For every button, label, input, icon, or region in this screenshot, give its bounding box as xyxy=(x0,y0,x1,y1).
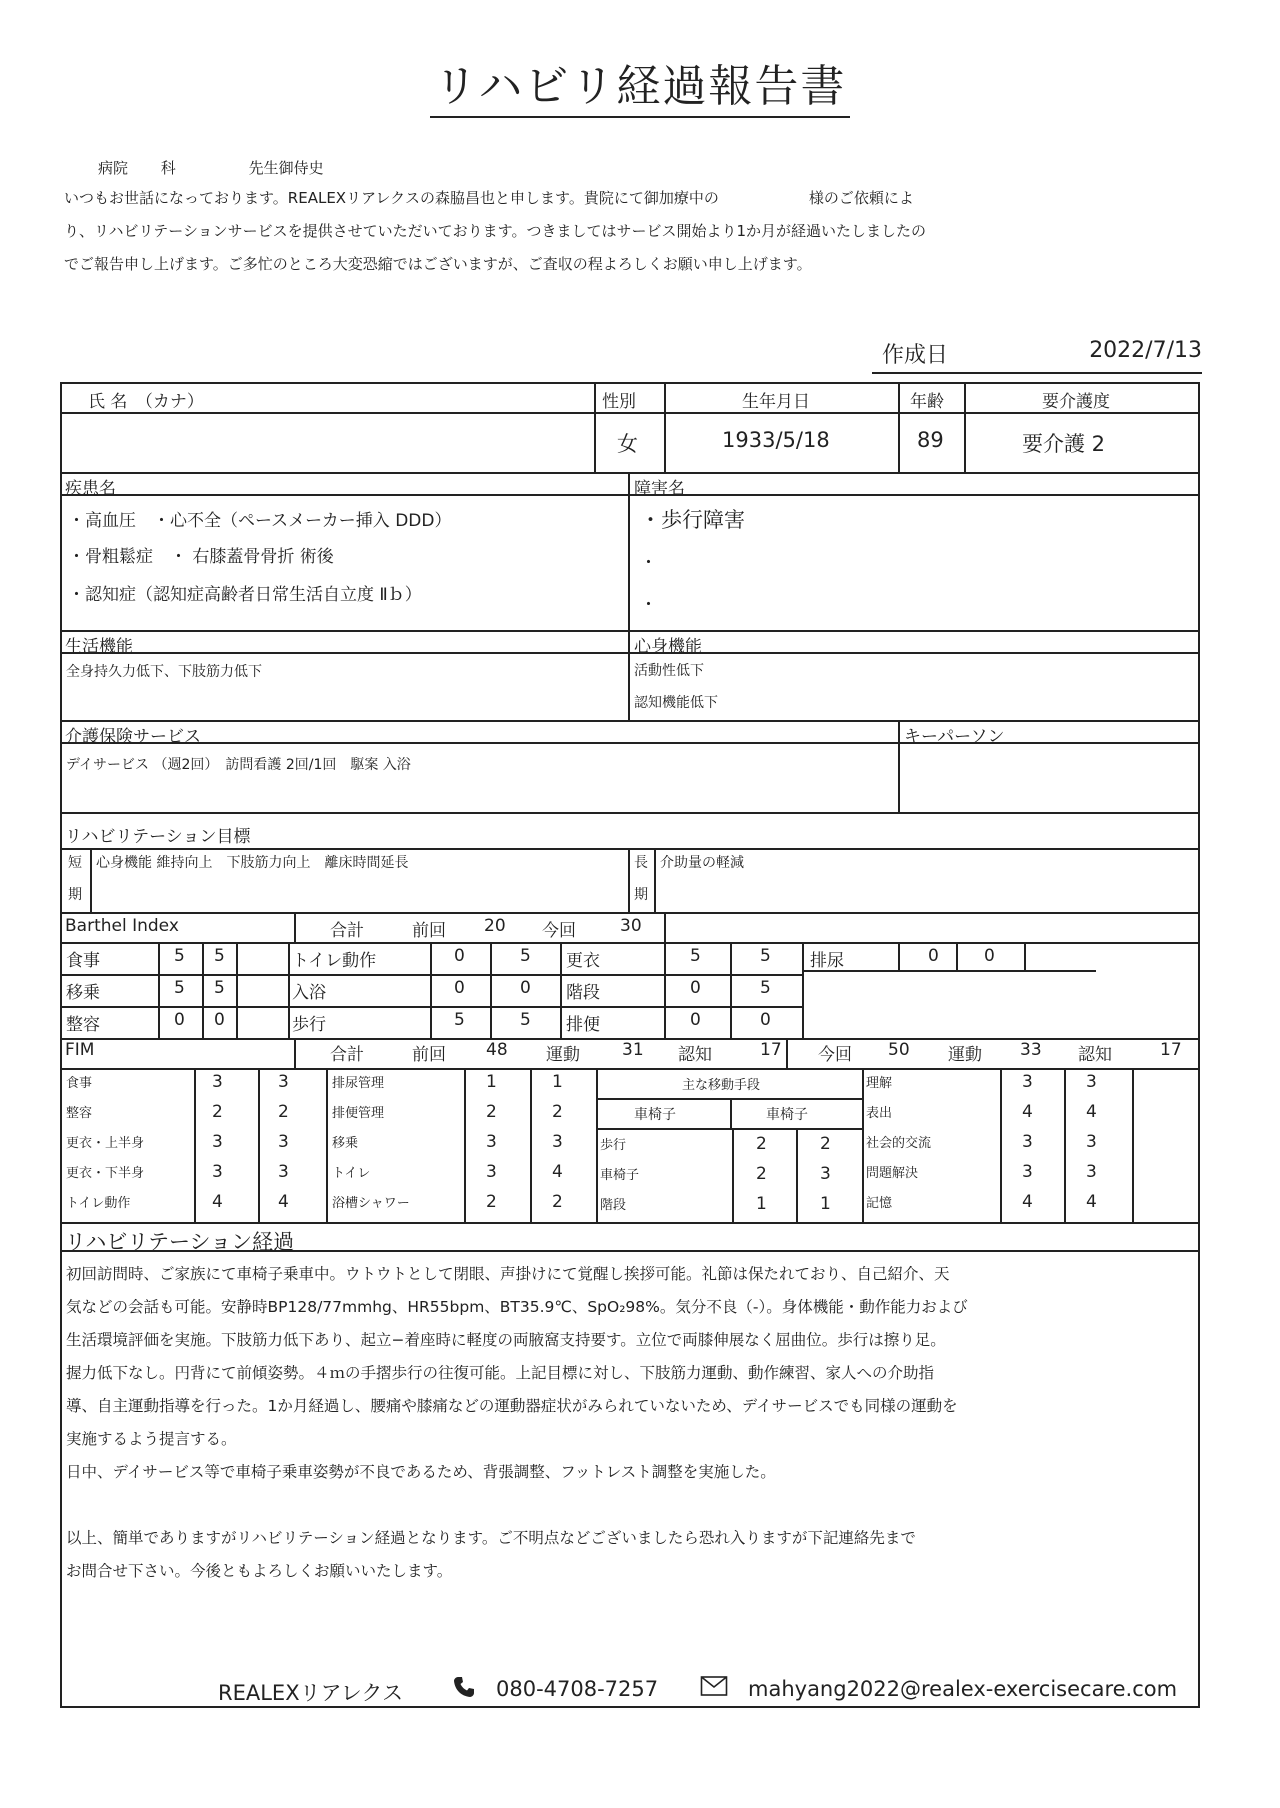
fim-item: 排尿管理 xyxy=(332,1076,385,1091)
fim-item: 更衣・下半身 xyxy=(66,1166,145,1181)
disability-item: ・ xyxy=(640,595,657,615)
progress-line: 気などの会話も可能。安静時BP128/77mmhg、HR55bpm、BT35.9℃、SpO₂98%。気分不良（-）。身体機能・動作能力および xyxy=(66,1298,968,1316)
fim-score-prev: 3 xyxy=(1022,1072,1033,1092)
progress-line: 握力低下なし。円背にて前傾姿勢。４ｍの手摺歩行の往復可能。上記目標に対し、下肢筋力運動、動作練習、家人への介助指 xyxy=(66,1364,935,1382)
fim-score-now: 1 xyxy=(820,1194,831,1214)
fim-item: 記憶 xyxy=(866,1196,893,1211)
phone-icon xyxy=(452,1675,476,1704)
move-means-label: 主な移動手段 xyxy=(682,1078,761,1093)
fim-score-prev: 1 xyxy=(486,1072,497,1092)
barthel-score-now: 5 xyxy=(214,946,225,966)
fim-score-now: 3 xyxy=(1086,1162,1097,1182)
sex-label: 性別 xyxy=(602,392,636,412)
barthel-score-now: 5 xyxy=(520,1010,531,1030)
barthel-score-prev: 0 xyxy=(690,1010,701,1030)
fim-item: 車椅子 xyxy=(600,1168,640,1183)
fim-score-now: 2 xyxy=(552,1102,563,1122)
email-address: mahyang2022@realex-exercisecare.com xyxy=(748,1677,1178,1701)
intro-line: でご報告申し上げます。ご多忙のところ大変恐縮ではございますが、ご査収の程よろしくお願い申し上げます。 xyxy=(64,255,812,273)
fim-score-prev: 2 xyxy=(486,1102,497,1122)
footer-contact xyxy=(60,1675,1196,1705)
barthel-score-prev: 0 xyxy=(454,978,465,998)
fim-score-prev: 2 xyxy=(756,1134,767,1154)
fim-item: 社会的交流 xyxy=(866,1136,932,1151)
short-goal-text: 心身機能 維持向上 下肢筋力向上 離床時間延長 xyxy=(96,855,409,871)
fim-item: 更衣・上半身 xyxy=(66,1136,145,1151)
progress-line: 初回訪問時、ご家族にて車椅子乗車中。ウトウトとして閉眼、声掛けにて覚醒し挨拶可能。礼節は保たれており、自己紹介、天 xyxy=(66,1265,950,1283)
age-label: 年齢 xyxy=(910,392,944,412)
progress-line: お問合せ下さい。今後ともよろしくお願いいたします。 xyxy=(66,1562,453,1580)
fim-item: トイレ動作 xyxy=(66,1196,131,1211)
fim-item: トイレ xyxy=(332,1166,371,1181)
barthel-item: 移乗 xyxy=(66,983,100,1003)
barthel-score-prev: 0 xyxy=(928,946,939,966)
progress-line: 生活環境評価を実施。下肢筋力低下あり、起立−着座時に軽度の両腋窩支持要す。立位で両膝伸展なく屈曲位。歩行は擦り足。 xyxy=(66,1331,946,1349)
barthel-score-prev: 5 xyxy=(454,1010,465,1030)
fim-score-prev: 3 xyxy=(1022,1162,1033,1182)
progress-text xyxy=(66,1258,1192,1588)
barthel-score-prev: 5 xyxy=(174,946,185,966)
barthel-score-prev: 5 xyxy=(690,946,701,966)
progress-line: 実施するよう提言する。 xyxy=(66,1430,237,1448)
intro-line: り、リハビリテーションサービスを提供させていただいております。つきましてはサービス開始より1か月が経過いたしましたの xyxy=(64,222,926,240)
fim-score-prev: 3 xyxy=(212,1072,223,1092)
disease-label: 疾患名 xyxy=(65,479,116,499)
fim-score-now: 4 xyxy=(552,1162,563,1182)
fim-score-prev: 2 xyxy=(486,1192,497,1212)
barthel-score-prev: 5 xyxy=(174,978,185,998)
disability-item: ・歩行障害 xyxy=(640,508,745,532)
disease-item: ・骨粗鬆症 ・ 右膝蓋骨骨折 術後 xyxy=(68,547,334,567)
barthel-score-now: 0 xyxy=(760,1010,771,1030)
barthel-item: 排尿 xyxy=(810,951,844,971)
move-prev: 車椅子 xyxy=(634,1107,676,1123)
barthel-score-now: 0 xyxy=(214,1010,225,1030)
progress-line xyxy=(66,1489,1192,1522)
fim-item: 表出 xyxy=(866,1106,893,1121)
fim-score-prev: 3 xyxy=(212,1132,223,1152)
company-name: REALEXリアレクス xyxy=(218,1681,404,1705)
mind-label: 心身機能 xyxy=(634,637,702,657)
fim-item: 理解 xyxy=(866,1076,893,1091)
created-date: 作成日 2022/7/13 xyxy=(872,338,1202,374)
fim-score-now: 2 xyxy=(552,1192,563,1212)
fim-score-prev: 2 xyxy=(212,1102,223,1122)
name-label: 氏 名 （カナ） xyxy=(88,392,204,412)
mail-icon xyxy=(700,1675,728,1702)
barthel-score-now: 5 xyxy=(760,946,771,966)
fim-score-now: 3 xyxy=(820,1164,831,1184)
fim-score-prev: 4 xyxy=(1022,1192,1033,1212)
fim-item: 整容 xyxy=(66,1106,93,1121)
fim-score-now: 3 xyxy=(1086,1132,1097,1152)
barthel-item: 排便 xyxy=(566,1015,600,1035)
fim-item: 食事 xyxy=(66,1076,93,1091)
sex-value: 女 xyxy=(617,432,638,456)
care-service-label: 介護保険サービス xyxy=(65,727,201,747)
fim-score-now: 4 xyxy=(278,1192,289,1212)
progress-line: 以上、簡単でありますがリハビリテーション経過となります。ご不明点などございましたら恐れ入りますが下記連絡先まで xyxy=(66,1529,916,1547)
mind-item: 活動性低下 xyxy=(634,663,704,679)
fim-item: 階段 xyxy=(600,1198,627,1213)
age-value: 89 xyxy=(917,428,944,452)
fim-score-prev: 3 xyxy=(212,1162,223,1182)
fim-score-prev: 4 xyxy=(1022,1102,1033,1122)
disability-label: 障害名 xyxy=(634,479,685,499)
barthel-score-prev: 0 xyxy=(690,978,701,998)
progress-line: 日中、デイサービス等で車椅子乗車姿勢が不良であるため、背張調整、フットレスト調整を実施した。 xyxy=(66,1463,776,1481)
intro-line: いつもお世話になっております。REALEXリアレクスの森脇昌也と申します。貴院にて御加療中の 様のご依頼によ xyxy=(64,189,914,207)
fim-score-now: 3 xyxy=(278,1132,289,1152)
fim-score-now: 1 xyxy=(552,1072,563,1092)
fim-label: FIM xyxy=(65,1040,95,1060)
fim-prev: 48 xyxy=(486,1040,508,1060)
fim-item: 排便管理 xyxy=(332,1106,385,1121)
dob-value: 1933/5/18 xyxy=(722,428,830,452)
dob-label: 生年月日 xyxy=(742,392,810,412)
fim-score-now: 2 xyxy=(278,1102,289,1122)
barthel-score-now: 0 xyxy=(984,946,995,966)
barthel-score-prev: 0 xyxy=(454,946,465,966)
barthel-item: 食事 xyxy=(66,951,100,971)
barthel-item: 歩行 xyxy=(292,1015,326,1035)
barthel-score-prev: 0 xyxy=(174,1010,185,1030)
mind-item: 認知機能低下 xyxy=(634,695,718,711)
disease-item: ・高血圧 ・心不全（ペースメーカー挿入 DDD） xyxy=(68,511,452,531)
fim-score-prev: 4 xyxy=(212,1192,223,1212)
barthel-now: 30 xyxy=(620,916,642,936)
fim-score-prev: 3 xyxy=(486,1162,497,1182)
intro xyxy=(64,152,1214,281)
fim-score-prev: 1 xyxy=(756,1194,767,1214)
barthel-score-now: 0 xyxy=(520,978,531,998)
care-level-value: 要介護 2 xyxy=(1022,432,1106,456)
barthel-item: 整容 xyxy=(66,1015,100,1035)
barthel-score-now: 5 xyxy=(214,978,225,998)
fim-score-now: 4 xyxy=(1086,1192,1097,1212)
fim-score-now: 3 xyxy=(1086,1072,1097,1092)
progress-label: リハビリテーション経過 xyxy=(65,1230,295,1254)
life-label: 生活機能 xyxy=(65,637,133,657)
disability-item: ・ xyxy=(640,553,657,573)
fim-score-now: 4 xyxy=(1086,1102,1097,1122)
care-level-label: 要介護度 xyxy=(1042,392,1110,412)
fim-item: 歩行 xyxy=(600,1138,627,1153)
fim-score-now: 3 xyxy=(552,1132,563,1152)
fim-item: 移乗 xyxy=(332,1136,359,1151)
barthel-item: 入浴 xyxy=(292,983,326,1003)
fim-score-now: 3 xyxy=(278,1072,289,1092)
barthel-item: 更衣 xyxy=(566,951,600,971)
fim-score-now: 2 xyxy=(820,1134,831,1154)
care-service-text: デイサービス （週2回） 訪問看護 2回/1回 駆案 入浴 xyxy=(66,757,411,773)
addressee: 病院 科 先生御侍史 xyxy=(98,159,324,177)
barthel-score-now: 5 xyxy=(520,946,531,966)
report-sheet: 氏 名 （カナ） 性別 生年月日 年齢 要介護度 女 1933/5/18 89 要介護 2 疾患名 ・高血圧 ・心不全（ペースメーカー挿入 DDD） ・骨粗鬆症 ・ 右膝蓋骨骨折 術後 ・認知症（認知症高齢者日常生活自立度 Ⅱｂ） 障害名 ・歩行障害 ・ ・ 生活機能 全身持久力低下、下肢筋力低下 心身機能 活動性低下 認知機能低下 介護保険サービス デイサービス （週2回） 訪問看護 2回/1回 駆案 入浴 キーパーソン リハビリテーション目標 短 期 心身機能 維持向上 下肢筋力向上 離床時間延長 長 期 介助量の軽減 Barthel Index 合計 前回 20 今回 30 FIM 合計 前回 48 運動 31 認知 17 今回 50 運動 33 認知 17 主な移動手段 車椅子 車椅子 リハビリテーション経過 初回訪問時、ご家族にて車椅子乗車中。ウトウトとして閉眼、声掛けにて覚醒し挨拶可能。礼節は保たれており、自己紹介、天 気などの会話も可能。安静時BP128/77mmhg、HR55bpm、BT35.9℃、SpO₂98%。気分不良（-）。身体機能・動作能力および 生活環境評価を実施。下肢筋力低下あり、起立−着座時に軽度の両腋窩支持要す。立位で両膝伸展なく屈曲位。歩行は擦り足。 握力低下なし。円背にて前傾姿勢。４ｍの手摺歩行の往復可能。上記目標に対し、下肢筋力運動、動作練習、家人への介助指 導、自主運動指導を行った。1か月経過し、腰痛や膝痛などの運動器症状がみられていないため、デイサービスでも同様の運動を 実施するよう提言する。 日中、デイサービス等で車椅子乗車姿勢が不良であるため、背張調整、フットレスト調整を実施した。 以上、簡単でありますがリハビリテーション経過となります。ご不明点などございましたら恐れ入りますが下記連絡先まで お問合せ下さい。今後ともよろしくお願いいたします。 食事 5 5 トイレ動作 0 5 更衣 5 5 移乗 5 5 入浴 0 0 階段 0 5 整容 0 0 歩行 5 5 排便 0 0 排尿 0 0 食事 3 3 整容 2 2 更衣・上半身 3 3 更衣・下半身 3 3 トイレ動作 4 4 排尿管理 1 1 排便管理 2 2 移乗 3 3 トイレ 3 4 浴槽シャワー 2 2 理解 3 3 表出 4 4 社会的交流 3 3 問題解決 3 3 記憶 4 4 歩行 2 2 車椅子 2 3 階段 1 1 xyxy=(60,382,1200,1708)
report-title: リハビリ経過報告書 xyxy=(0,50,1280,114)
fim-score-prev: 3 xyxy=(486,1132,497,1152)
fim-now: 50 xyxy=(888,1040,910,1060)
fim-item: 浴槽シャワー xyxy=(332,1196,410,1211)
move-now: 車椅子 xyxy=(766,1107,808,1123)
goals-label: リハビリテーション目標 xyxy=(65,827,251,847)
phone-number: 080-4708-7257 xyxy=(496,1677,659,1701)
barthel-prev: 20 xyxy=(484,916,506,936)
barthel-item: 階段 xyxy=(566,983,600,1003)
fim-item: 問題解決 xyxy=(866,1166,919,1181)
disease-item: ・認知症（認知症高齢者日常生活自立度 Ⅱｂ） xyxy=(68,585,422,605)
fim-score-now: 3 xyxy=(278,1162,289,1182)
keyperson-label: キーパーソン xyxy=(904,727,1005,747)
barthel-item: トイレ動作 xyxy=(292,951,377,971)
fim-score-prev: 3 xyxy=(1022,1132,1033,1152)
life-text: 全身持久力低下、下肢筋力低下 xyxy=(66,664,262,680)
long-goal-text: 介助量の軽減 xyxy=(660,855,744,871)
barthel-score-now: 5 xyxy=(760,978,771,998)
fim-score-prev: 2 xyxy=(756,1164,767,1184)
progress-line: 導、自主運動指導を行った。1か月経過し、腰痛や膝痛などの運動器症状がみられていないため、デイサービスでも同様の運動を xyxy=(66,1397,958,1415)
barthel-label: Barthel Index xyxy=(65,916,179,936)
